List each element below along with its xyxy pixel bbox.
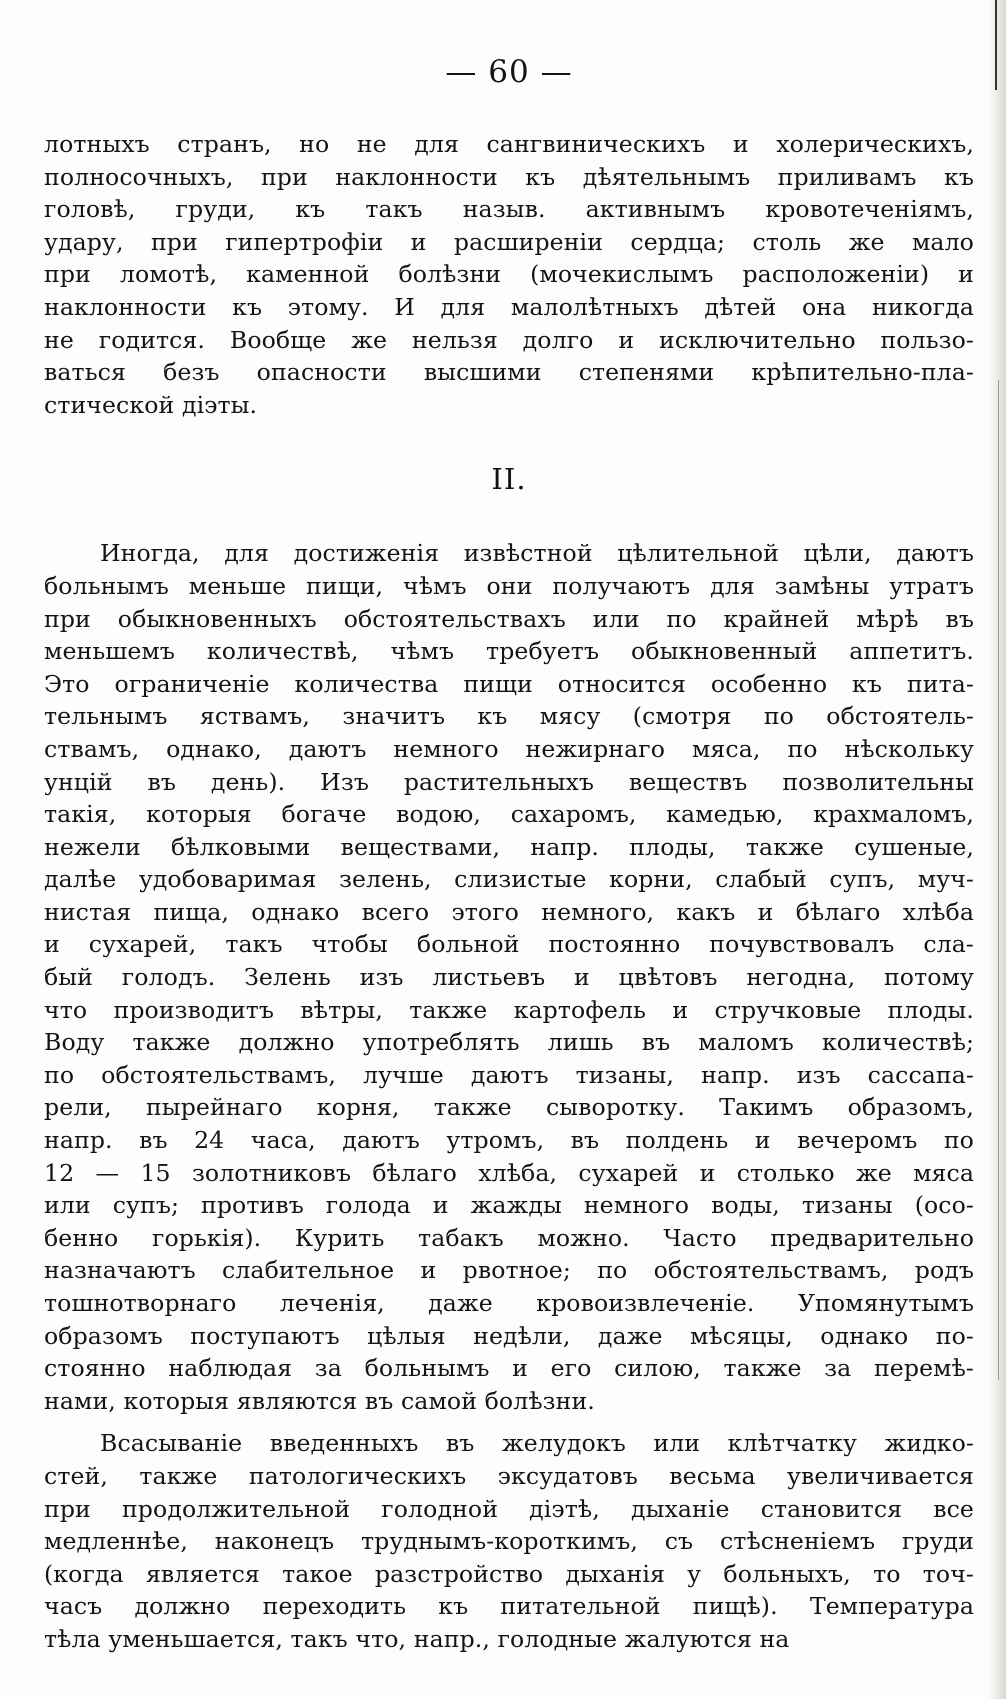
text-line: ствамъ, однако, даютъ немного нежирнаго мяса, по нѣскольку xyxy=(44,734,974,763)
text-line: по обстоятельствамъ, лучше даютъ тизаны, напр. изъ сассапа- xyxy=(44,1060,974,1089)
text-line: ваться безъ опасности высшими степенями крѣпительно-пла- xyxy=(44,358,974,387)
text-line: полносочныхъ, при наклонности къ дѣятельнымъ приливамъ къ xyxy=(44,162,974,191)
page-number: — 60 — xyxy=(445,54,573,90)
text-line: удару, при гипертрофіи и расширеніи сердца; столь же мало xyxy=(44,227,974,256)
text-line: образомъ поступаютъ цѣлыя недѣли, даже мѣсяцы, однако по- xyxy=(44,1321,974,1350)
text-line: и сухарей, такъ чтобы больной постоянно почувствовалъ сла- xyxy=(44,930,974,959)
text-line: рели, пырейнаго корня, также сыворотку. Такимъ образомъ, xyxy=(44,1093,974,1122)
text-line: тѣла уменьшается, такъ что, напр., голодные жалуются на xyxy=(44,1624,790,1653)
text-line: нами, которыя являются въ самой болѣзни. xyxy=(44,1386,595,1415)
book-page xyxy=(44,52,974,1656)
text-line: при ломотѣ, каменной болѣзни (мочекислымъ расположеніи) и xyxy=(44,260,974,289)
text-line: при продолжительной голодной діэтѣ, дыханіе становится все xyxy=(44,1494,974,1523)
text-line: больнымъ меньше пищи, чѣмъ они получаютъ для замѣны утратъ xyxy=(44,571,974,600)
text-line: стической діэты. xyxy=(44,390,258,419)
text-line: нистая пища, однако всего этого немного, какъ и бѣлаго хлѣба xyxy=(44,897,974,926)
text-line: что производитъ вѣтры, также картофель и стручковые плоды. xyxy=(44,995,974,1024)
text-line: стей, также патологическихъ эксудатовъ весьма увеличивается xyxy=(44,1461,974,1490)
text-line: тельнымъ яствамъ, значитъ къ мясу (смотря по обстоятель- xyxy=(44,702,974,731)
text-line: такія, которыя богаче водою, сахаромъ, камедью, крахмаломъ, xyxy=(44,800,974,829)
text-line: не годится. Вообще же нельзя долго и исключительно пользо- xyxy=(44,325,974,354)
text-line: (когда является такое разстройство дыханія у больныхъ, то точ- xyxy=(44,1559,974,1588)
text-line: медленнѣе, наконецъ труднымъ-короткимъ, съ стѣсненіемъ груди xyxy=(44,1527,974,1556)
text-line: назначаютъ слабительное и рвотное; по обстоятельствамъ, родъ xyxy=(44,1256,974,1285)
text-line: тошнотворнаго леченія, даже кровоизвлеченіе. Упомянутымъ xyxy=(44,1289,974,1317)
text-line: или супъ; противъ голода и жажды немного воды, тизаны (осо- xyxy=(44,1191,974,1220)
text-line: Это ограниченіе количества пищи относится особенно къ пита- xyxy=(44,669,974,698)
text-line: бенно горькія). Курить табакъ можно. Часто предварительно xyxy=(44,1223,974,1252)
text-line: унцій въ день). Изъ растительныхъ веществъ позволительны xyxy=(44,767,974,796)
text-line: наклонности къ этому. И для малолѣтныхъ дѣтей она никогда xyxy=(44,292,974,321)
text-line: бый голодъ. Зелень изъ листьевъ и цвѣтовъ негодна, потому xyxy=(44,963,974,992)
paragraph-continued xyxy=(44,128,974,421)
paragraph-fasting-diet xyxy=(44,537,974,1417)
text-line: Всасываніе введенныхъ въ желудокъ или клѣтчатку жидко- xyxy=(100,1429,974,1458)
paragraph-absorption xyxy=(44,1427,974,1655)
text-line: Воду также должно употреблять лишь въ маломъ количествѣ; xyxy=(44,1028,974,1057)
text-line: 12 — 15 золотниковъ бѣлаго хлѣба, сухарей и столько же мяса xyxy=(44,1158,974,1187)
page-edge xyxy=(988,0,1006,1699)
text-line: нежели бѣлковыми веществами, напр. плоды, также сушеные, xyxy=(44,832,974,861)
text-line: стоянно наблюдая за больнымъ и его силою, также за перемѣ- xyxy=(44,1354,974,1383)
text-line: меньшемъ количествѣ, чѣмъ требуетъ обыкновенный аппетитъ. xyxy=(44,637,974,666)
text-line: головѣ, груди, къ такъ назыв. активнымъ кровотеченіямъ, xyxy=(44,195,974,224)
section-heading: II. xyxy=(491,462,527,497)
text-line: напр. въ 24 часа, даютъ утромъ, въ полдень и вечеромъ по xyxy=(44,1126,974,1155)
text-line: далѣе удобоваримая зелень, слизистые корни, слабый супъ, муч- xyxy=(44,865,974,894)
text-line: лотныхъ странъ, но не для сангвиническихъ и холерическихъ, xyxy=(44,130,974,158)
text-line: при обыкновенныхъ обстоятельствахъ или по крайней мѣрѣ въ xyxy=(44,604,974,633)
text-line: Иногда, для достиженія извѣстной цѣлительной цѣли, даютъ xyxy=(100,539,974,568)
text-line: часъ должно переходить къ питательной пищѣ). Температура xyxy=(44,1592,974,1621)
